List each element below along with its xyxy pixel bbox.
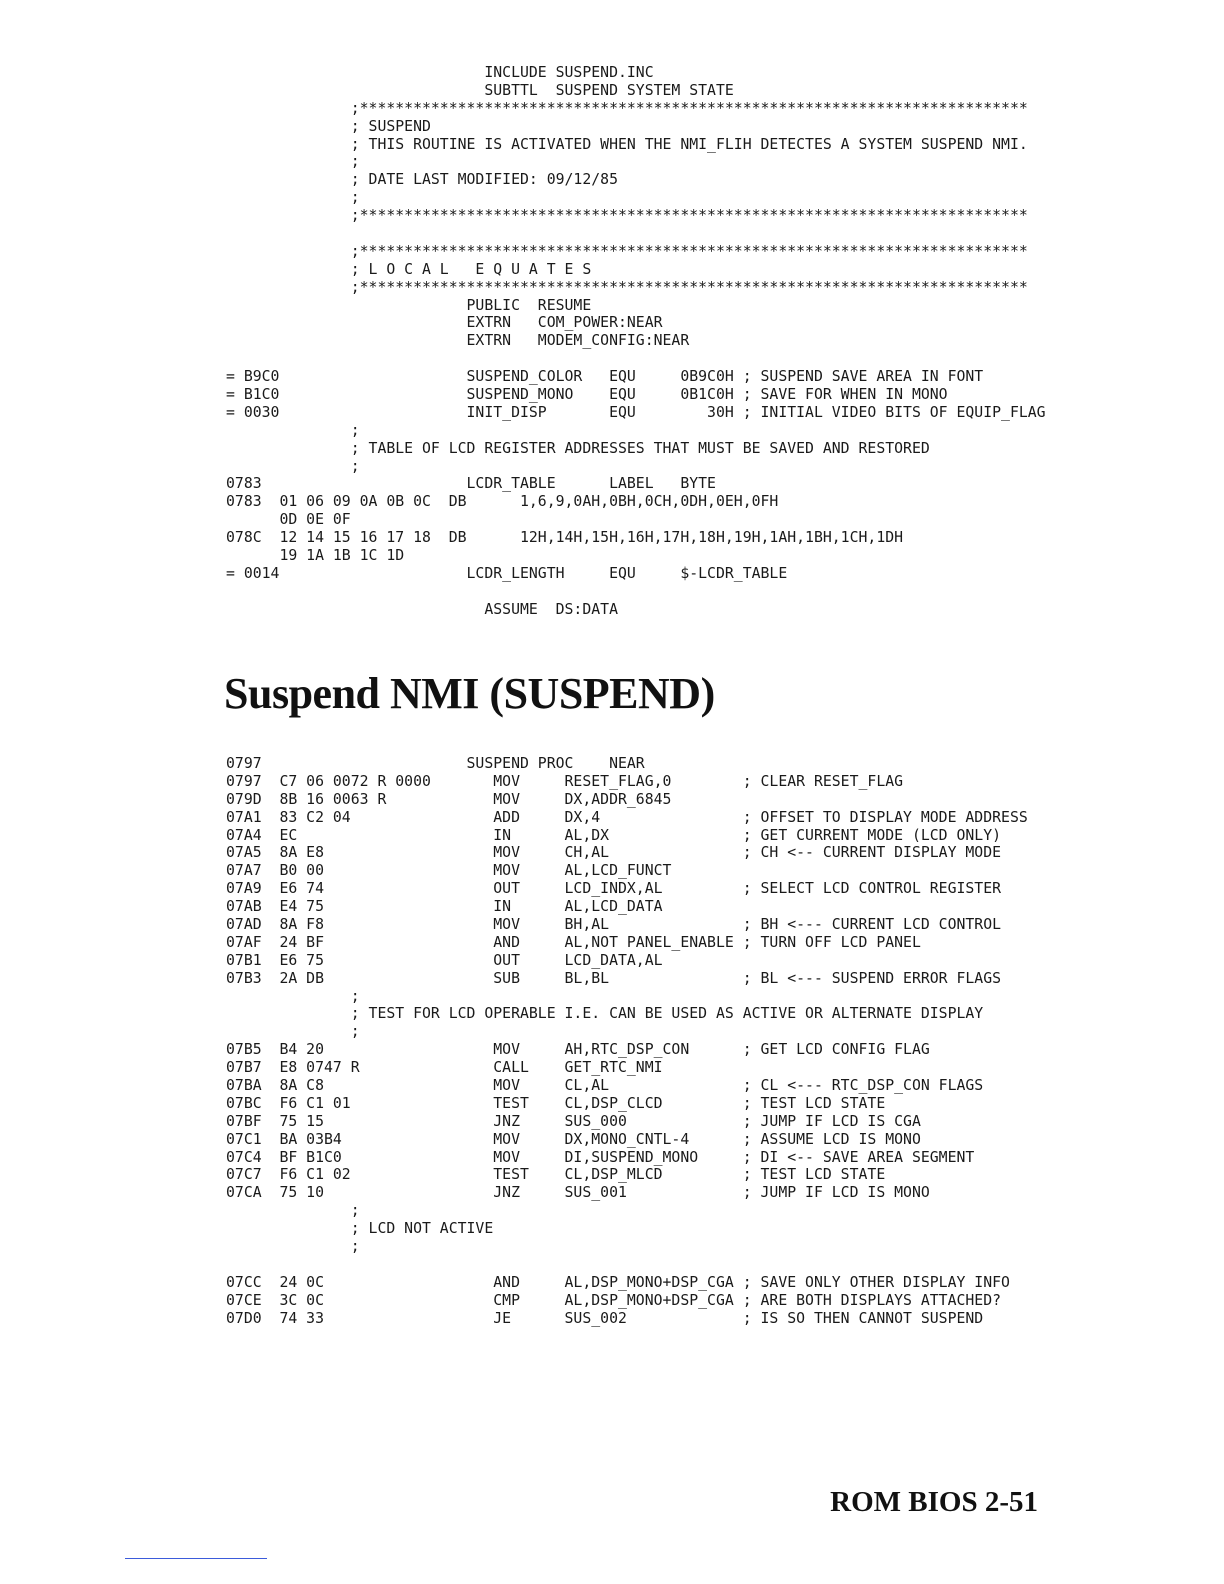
code-line: ; L O C A L E Q U A T E S (226, 260, 592, 278)
code-line: 07CC 24 0C AND AL,DSP_MONO+DSP_CGA ; SAVE ONLY OTHER DISPLAY INFO (226, 1273, 1010, 1291)
code-line: ; THIS ROUTINE IS ACTIVATED WHEN THE NMI_FLIH DETECTES A SYSTEM SUSPEND NMI. (226, 135, 1028, 153)
code-line: ; (226, 1238, 360, 1256)
code-line: ; TABLE OF LCD REGISTER ADDRESSES THAT MUST BE SAVED AND RESTORED (226, 439, 930, 457)
code-line: 0797 C7 06 0072 R 0000 MOV RESET_FLAG,0 ; CLEAR RESET_FLAG (226, 772, 904, 790)
code-line: 0797 SUSPEND PROC NEAR (226, 755, 645, 772)
assembly-listing-equates (226, 64, 1046, 619)
code-line: 0783 LCDR_TABLE LABEL BYTE (226, 475, 716, 493)
code-line: 07B7 E8 0747 R CALL GET_RTC_NMI (226, 1059, 663, 1077)
code-line: ; (226, 1023, 360, 1041)
code-line: 07A7 B0 00 MOV AL,LCD_FUNCT (226, 862, 672, 880)
code-line: = B1C0 SUSPEND_MONO EQU 0B1C0H ; SAVE FOR WHEN IN MONO (226, 386, 948, 404)
code-line: 19 1A 1B 1C 1D (226, 547, 405, 565)
code-line: ;*************************************************************************** (226, 278, 1028, 296)
code-line: ;*************************************************************************** (226, 99, 1028, 117)
code-line: 07CA 75 10 JNZ SUS_001 ; JUMP IF LCD IS MONO (226, 1184, 930, 1202)
code-line: ; (226, 1202, 360, 1220)
code-line: EXTRN COM_POWER:NEAR (226, 314, 663, 332)
code-line: = 0014 LCDR_LENGTH EQU $-LCDR_TABLE (226, 564, 788, 582)
code-line: 07B3 2A DB SUB BL,BL ; BL <--- SUSPEND ERROR FLAGS (226, 969, 1002, 987)
code-line (226, 350, 1046, 368)
code-line: ; DATE LAST MODIFIED: 09/12/85 (226, 171, 618, 189)
code-line: 0D 0E 0F (226, 511, 351, 529)
code-line: 07CE 3C 0C CMP AL,DSP_MONO+DSP_CGA ; ARE BOTH DISPLAYS ATTACHED? (226, 1291, 1002, 1309)
code-line: PUBLIC RESUME (226, 296, 592, 314)
code-line: 079D 8B 16 0063 R MOV DX,ADDR_6845 (226, 790, 672, 808)
code-line: 07B1 E6 75 OUT LCD_DATA,AL (226, 951, 663, 969)
code-line: ; (226, 987, 360, 1005)
code-line: ; LCD NOT ACTIVE (226, 1220, 494, 1238)
code-line: 07AF 24 BF AND AL,NOT PANEL_ENABLE ; TURN OFF LCD PANEL (226, 933, 921, 951)
code-line (226, 225, 1046, 243)
code-line: ; (226, 421, 360, 439)
code-line: ; TEST FOR LCD OPERABLE I.E. CAN BE USED AS ACTIVE OR ALTERNATE DISPLAY (226, 1005, 984, 1023)
code-line: 07C1 BA 03B4 MOV DX,MONO_CNTL-4 ; ASSUME LCD IS MONO (226, 1130, 921, 1148)
code-line (226, 583, 1046, 601)
code-line: 07BF 75 15 JNZ SUS_000 ; JUMP IF LCD IS CGA (226, 1112, 921, 1130)
code-line: 07A5 8A E8 MOV CH,AL ; CH <-- CURRENT DISPLAY MODE (226, 844, 1002, 862)
code-line: 07B5 B4 20 MOV AH,RTC_DSP_CON ; GET LCD CONFIG FLAG (226, 1041, 930, 1059)
code-line: 07A1 83 C2 04 ADD DX,4 ; OFFSET TO DISPLAY MODE ADDRESS (226, 808, 1028, 826)
code-line: 07A9 E6 74 OUT LCD_INDX,AL ; SELECT LCD CONTROL REGISTER (226, 880, 1002, 898)
code-line: ; (226, 189, 360, 207)
code-line: 07BC F6 C1 01 TEST CL,DSP_CLCD ; TEST LCD STATE (226, 1094, 886, 1112)
code-line: 07AB E4 75 IN AL,LCD_DATA (226, 898, 663, 916)
code-line: ASSUME DS:DATA (226, 600, 618, 618)
page-footer: ROM BIOS 2-51 (830, 1486, 1038, 1518)
code-line: ; SUSPEND (226, 117, 431, 135)
code-line: ;*************************************************************************** (226, 242, 1028, 260)
code-line: ; (226, 457, 360, 475)
code-line: = B9C0 SUSPEND_COLOR EQU 0B9C0H ; SUSPEND SAVE AREA IN FONT (226, 368, 984, 386)
code-line: 07AD 8A F8 MOV BH,AL ; BH <--- CURRENT LCD CONTROL (226, 916, 1002, 934)
code-line: ; (226, 153, 360, 171)
code-line: 078C 12 14 15 16 17 18 DB 12H,14H,15H,16H,17H,18H,19H,1AH,1BH,1CH,1DH (226, 529, 904, 547)
code-line: 07D0 74 33 JE SUS_002 ; IS SO THEN CANNOT SUSPEND (226, 1309, 984, 1327)
footer-rule (125, 1558, 267, 1559)
code-line: 07BA 8A C8 MOV CL,AL ; CL <--- RTC_DSP_CON FLAGS (226, 1077, 984, 1095)
section-heading: Suspend NMI (SUSPEND) (224, 669, 715, 718)
assembly-listing-suspend-proc (226, 755, 1028, 1328)
code-line: EXTRN MODEM_CONFIG:NEAR (226, 332, 690, 350)
code-line (226, 1256, 1028, 1274)
code-line: 07C7 F6 C1 02 TEST CL,DSP_MLCD ; TEST LCD STATE (226, 1166, 886, 1184)
code-line: INCLUDE SUSPEND.INC (226, 64, 654, 81)
code-line: 07A4 EC IN AL,DX ; GET CURRENT MODE (LCD ONLY) (226, 826, 1002, 844)
code-line: 07C4 BF B1C0 MOV DI,SUSPEND_MONO ; DI <-- SAVE AREA SEGMENT (226, 1148, 975, 1166)
code-line: = 0030 INIT_DISP EQU 30H ; INITIAL VIDEO BITS OF EQUIP_FLAG (226, 403, 1046, 421)
code-line: SUBTTL SUSPEND SYSTEM STATE (226, 81, 734, 99)
code-line: 0783 01 06 09 0A 0B 0C DB 1,6,9,0AH,0BH,0CH,0DH,0EH,0FH (226, 493, 779, 511)
code-line: ;*************************************************************************** (226, 207, 1028, 225)
